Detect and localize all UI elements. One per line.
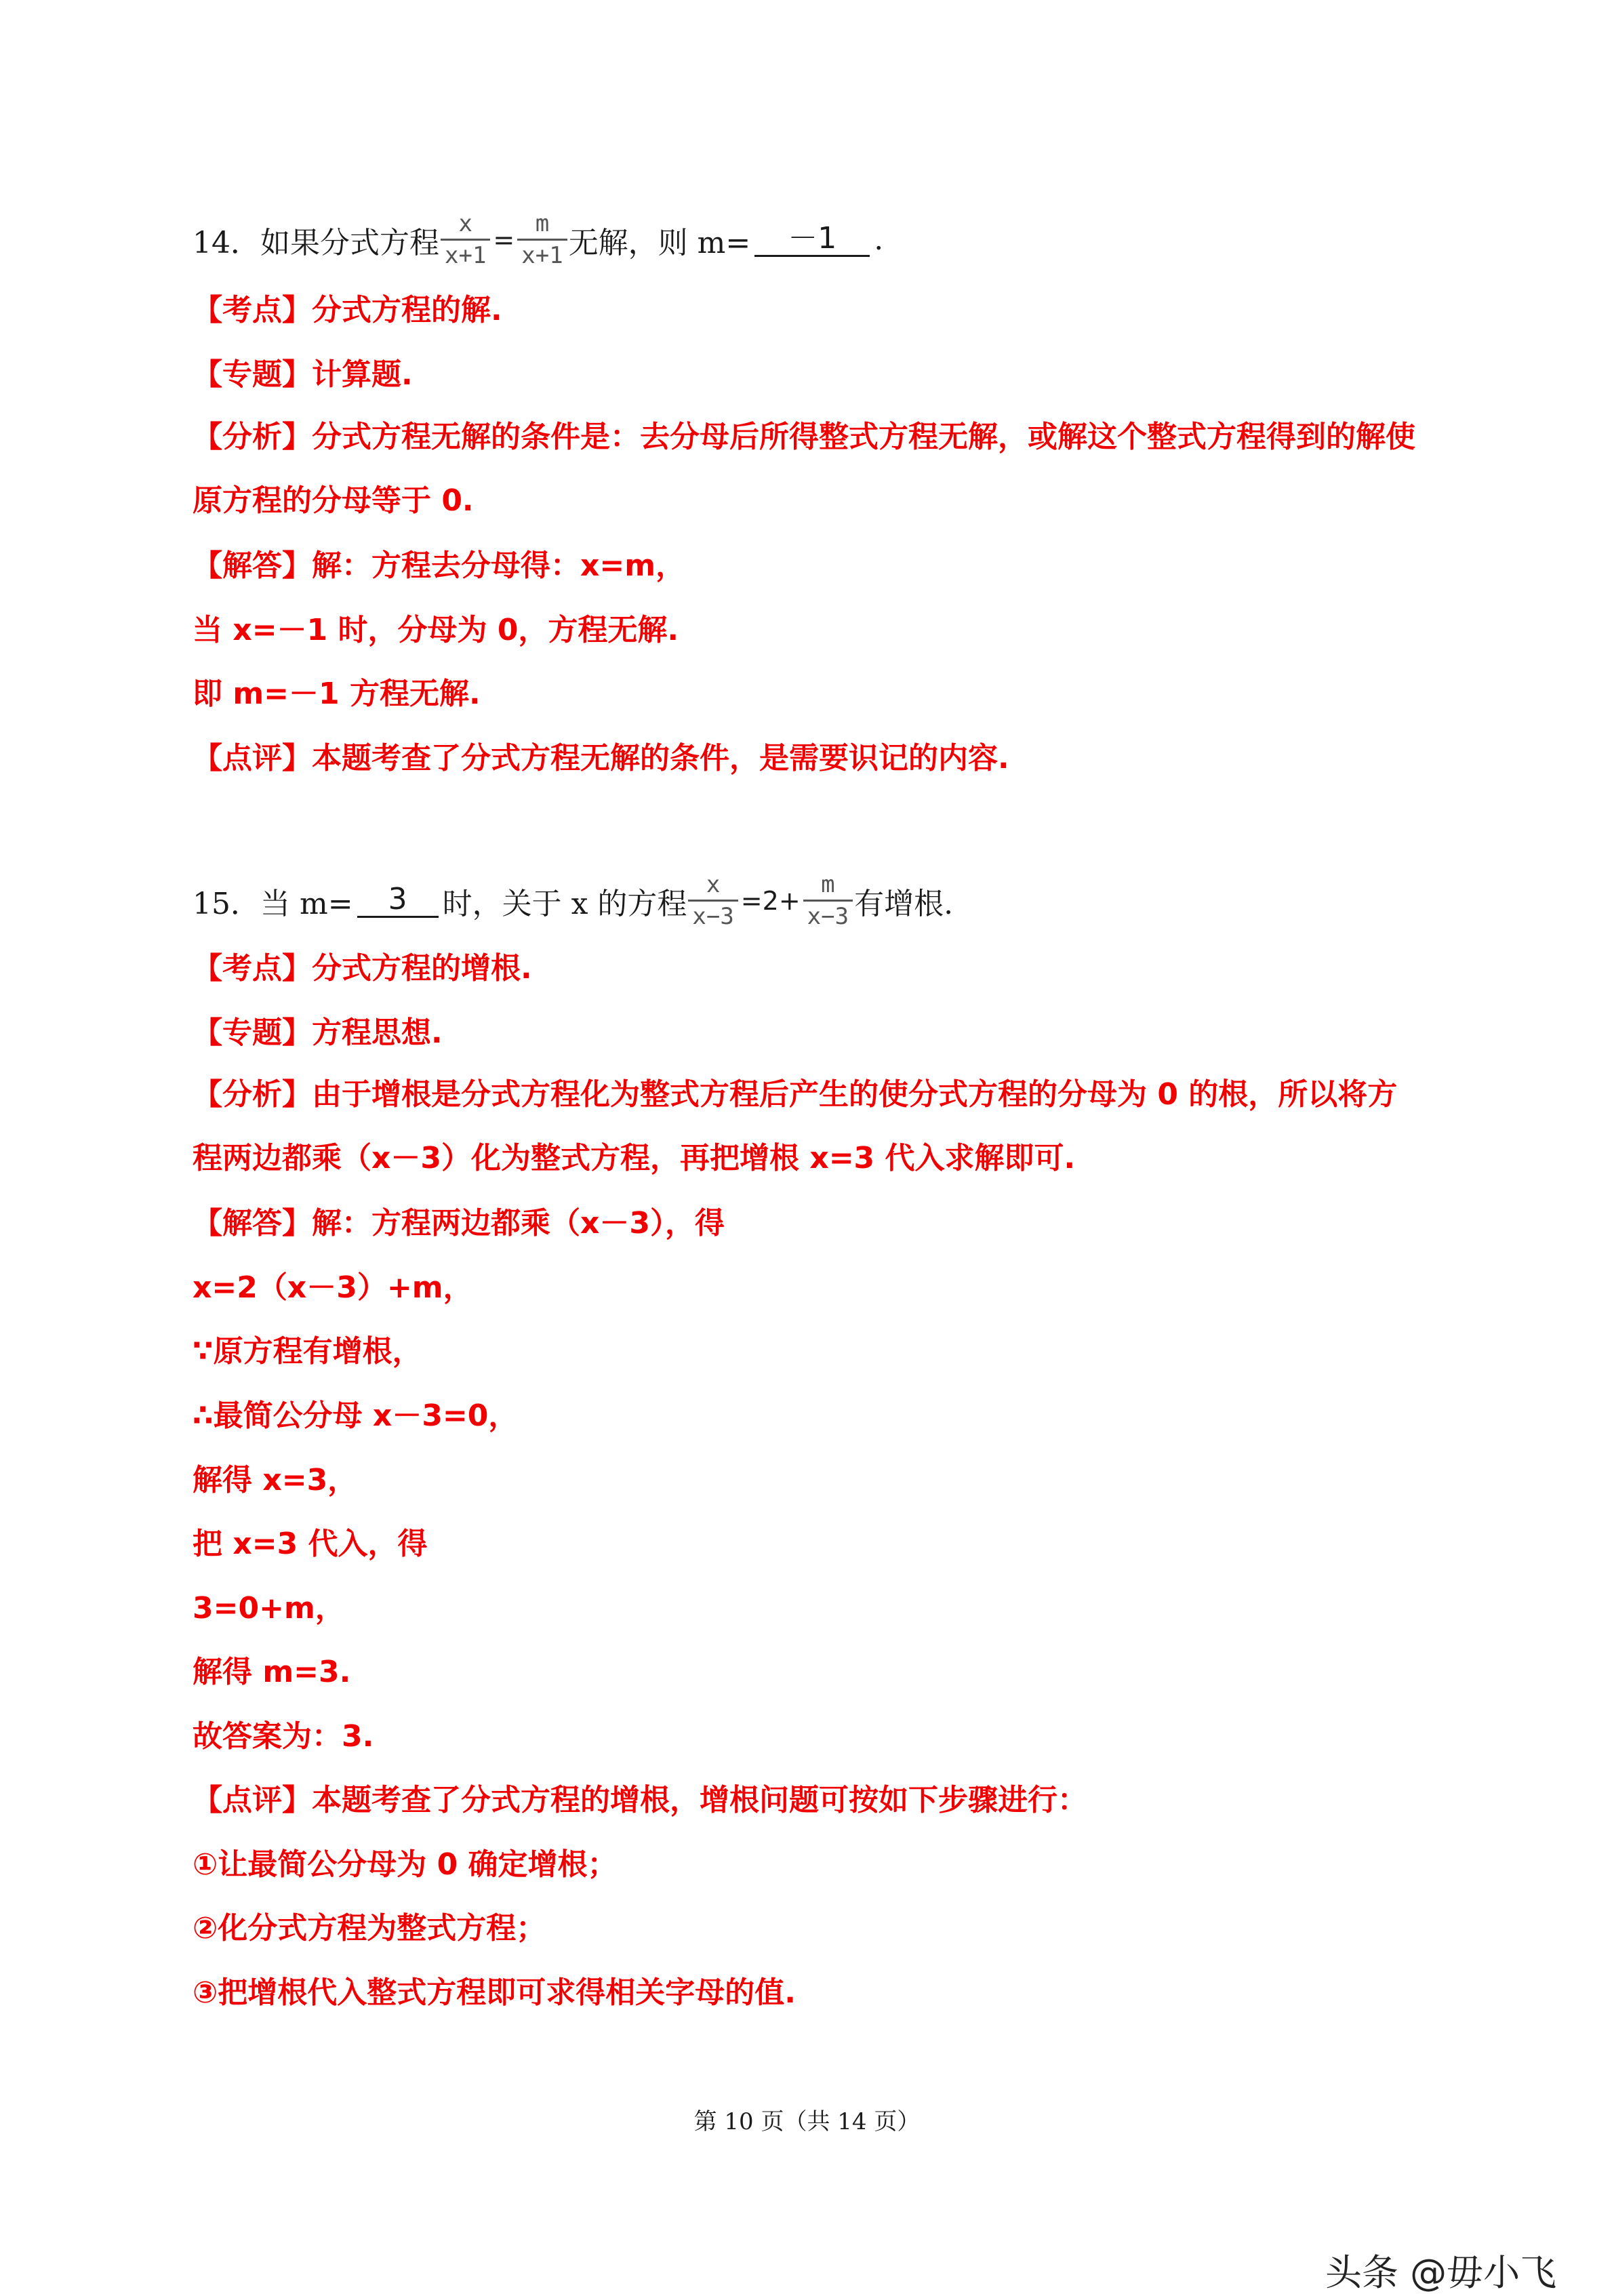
question-14-prefix: 14．如果分式方程 (193, 225, 439, 260)
q15-zhuanti: 【专题】方程思想. (193, 1015, 443, 1050)
fraction-x-over-x-plus-1: $\frac{x}{x+1}$ (441, 209, 490, 270)
q15-kaodian: 【考点】分式方程的增根. (193, 951, 532, 986)
question-15-suffix: 有增根. (854, 886, 954, 921)
q15-step-3: ∴最简公分母 x－3=0， (193, 1398, 519, 1433)
q14-zhuanti: 【专题】计算题. (193, 357, 413, 392)
q14-jieda: 【解答】解：方程去分母得：x=m， (193, 548, 686, 583)
q15-step-2: ∵原方程有增根， (193, 1334, 422, 1369)
answer-blank-14: －1 (754, 222, 870, 257)
q15-rule-3: ③把增根代入整式方程即可求得相关字母的值. (193, 1975, 796, 2010)
question-15 (193, 870, 953, 931)
question-14-suffix: . (874, 222, 884, 257)
q15-step-5: 把 x=3 代入，得 (193, 1527, 428, 1561)
q14-fenxi: 【分析】分式方程无解的条件是：去分母后所得整式方程无解，或解这个整式方程得到的解使原方程的分母等于 0. (193, 420, 1415, 518)
q15-rule-2: ②化分式方程为整式方程； (193, 1911, 546, 1946)
q15-step-7: 解得 m=3. (193, 1655, 351, 1689)
fraction-m-over-x-minus-3: $\frac{m}{x-3}$ (803, 870, 853, 931)
answer-blank-15: 3 (357, 883, 439, 918)
q15-dianping: 【点评】本题考查了分式方程的增根，增根问题可按如下步骤进行： (193, 1783, 1087, 1817)
fraction-x-over-x-minus-3: $\frac{x}{x-3}$ (688, 870, 738, 931)
q15-step-1: x=2（x－3）+m， (193, 1270, 473, 1305)
q15-jieda: 【解答】解：方程两边都乘（x－3），得 (193, 1206, 725, 1241)
q15-step-4: 解得 x=3， (193, 1463, 358, 1497)
page-footer: 第 10 页（共 14 页） (693, 2108, 921, 2135)
question-15-mid: 时，关于 x 的方程 (442, 886, 687, 921)
q15-rule-1: ①让最简公分母为 0 确定增根； (193, 1847, 618, 1882)
question-14 (193, 209, 883, 270)
equals-sign: = (493, 224, 515, 255)
equals-two-plus: =2+ (740, 885, 801, 916)
q15-step-6: 3=0+m， (193, 1591, 345, 1626)
q14-step-2: 即 m=－1 方程无解. (193, 677, 481, 711)
q14-kaodian: 【考点】分式方程的解. (193, 293, 502, 327)
watermark: 头条 @毋小飞 (1325, 2251, 1557, 2294)
q14-step-1: 当 x=－1 时，分母为 0，方程无解. (193, 613, 679, 647)
fraction-m-over-x-plus-1: $\frac{m}{x+1}$ (517, 209, 567, 270)
q15-fenxi: 【分析】由于增根是分式方程化为整式方程后产生的使分式方程的分母为 0 的根，所以将方程两边都乘（x－3）化为整式方程，再把增根 x=3 代入求解即可. (193, 1077, 1398, 1175)
question-14-mid: 无解，则 m= (568, 225, 751, 260)
question-15-prefix: 15．当 m= (193, 886, 353, 921)
q14-dianping: 【点评】本题考查了分式方程无解的条件，是需要识记的内容. (193, 741, 1009, 776)
q15-step-8: 故答案为：3. (193, 1719, 374, 1754)
